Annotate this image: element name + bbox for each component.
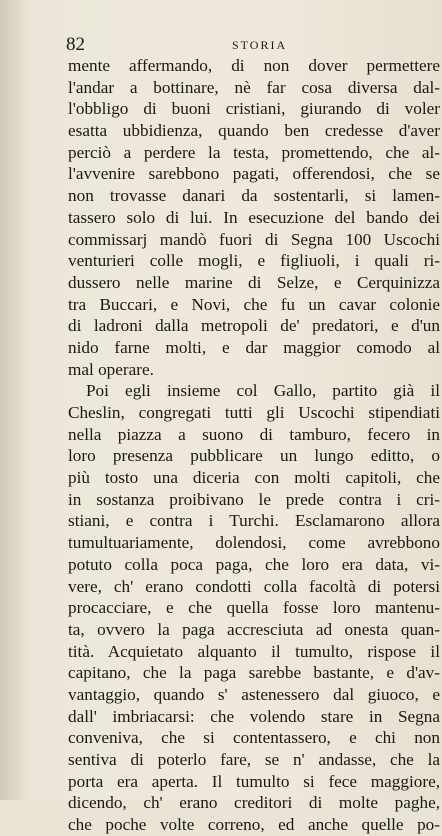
page-number: 82 [66, 34, 85, 55]
body-text [68, 55, 440, 836]
text-line: tità. Acquietato alquanto il tumulto, rispose il [68, 641, 440, 661]
text-line: vere, ch' erano condotti colla facoltà di potersi [68, 576, 440, 596]
text-line: procacciare, e che quella fosse loro mantenu- [68, 598, 440, 618]
text-line: tumultuariamente, dolendosi, come avrebbono [68, 533, 440, 553]
text-line: dicendo, ch' erano creditori di molte paghe, [68, 793, 440, 813]
text-line: porta era aperta. Il tumulto si fece maggiore, [68, 771, 440, 791]
text-line: più tosto una diceria con molti capitoli, che [68, 468, 440, 488]
text-line: dussero nelle marine di Selze, e Cerquinizza [68, 272, 440, 292]
text-line: tra Buccari, e Novi, che fu un cavar colonie [68, 294, 440, 314]
running-head [66, 34, 436, 56]
text-line: vantaggio, quando s' astenessero dal giuoco, e [68, 684, 440, 704]
text-line: commissarj mandò fuori di Segna 100 Uscochi [68, 229, 440, 249]
text-line: in sostanza proibivano le prede contra i cri- [68, 489, 440, 509]
text-line: non trovasse danari da sostentarli, si lamen- [68, 186, 440, 206]
text-line: dall' imbriacarsi: che volendo stare in Segna [68, 706, 440, 726]
gutter-shadow [0, 0, 30, 800]
text-line: tassero solo di lui. In esecuzione del bando dei [68, 207, 440, 227]
text-line: Poi egli insieme col Gallo, partito già il [86, 381, 440, 401]
text-line: l'andar a bottinare, nè far cosa diversa dal- [68, 77, 440, 97]
text-line: loro presenza pubblicare un lungo editto, o [68, 446, 440, 466]
text-line: Cheslin, congregati tutti gli Uscochi stipendiati [68, 403, 440, 422]
text-line: nido farne molti, e dar maggior comodo al [68, 337, 440, 357]
text-line: stiani, e contra i Turchi. Esclamarono allora [68, 511, 440, 531]
text-line: sentiva di poterlo fare, se n' andasse, che la [68, 750, 440, 769]
text-line: di ladroni dalla metropoli de' predatori, e d'un [68, 316, 440, 336]
text-line: conveniva, che si contentassero, e chi non [68, 728, 440, 748]
text-line: capitano, che la paga sarebbe bastante, e d'av- [68, 663, 440, 683]
text-line: mente affermando, di non dover permettere [68, 56, 440, 75]
running-title: STORIA [232, 38, 288, 52]
text-line: l'avvenire sarebbono pagati, offerendosi, che se [68, 164, 440, 184]
text-line: potuto colla poca paga, che loro era data, vi- [68, 554, 440, 574]
text-line: nella piazza a suono di tamburo, fecero in [68, 424, 440, 444]
text-line: mal operare. [68, 359, 154, 379]
text-line: che poche volte correno, ed anche quelle po- [68, 815, 440, 835]
text-line: l'obbligo di buoni cristiani, giurando di voler [68, 99, 440, 119]
text-line: ta, ovvero la paga accresciuta ad onesta quan- [68, 619, 440, 639]
text-line: esatta ubbidienza, quando ben credesse d'aver [68, 121, 440, 141]
text-line: venturieri colle mogli, e figliuoli, i quali ri- [68, 251, 440, 271]
text-line: perciò a perdere la testa, promettendo, che al- [68, 142, 440, 162]
